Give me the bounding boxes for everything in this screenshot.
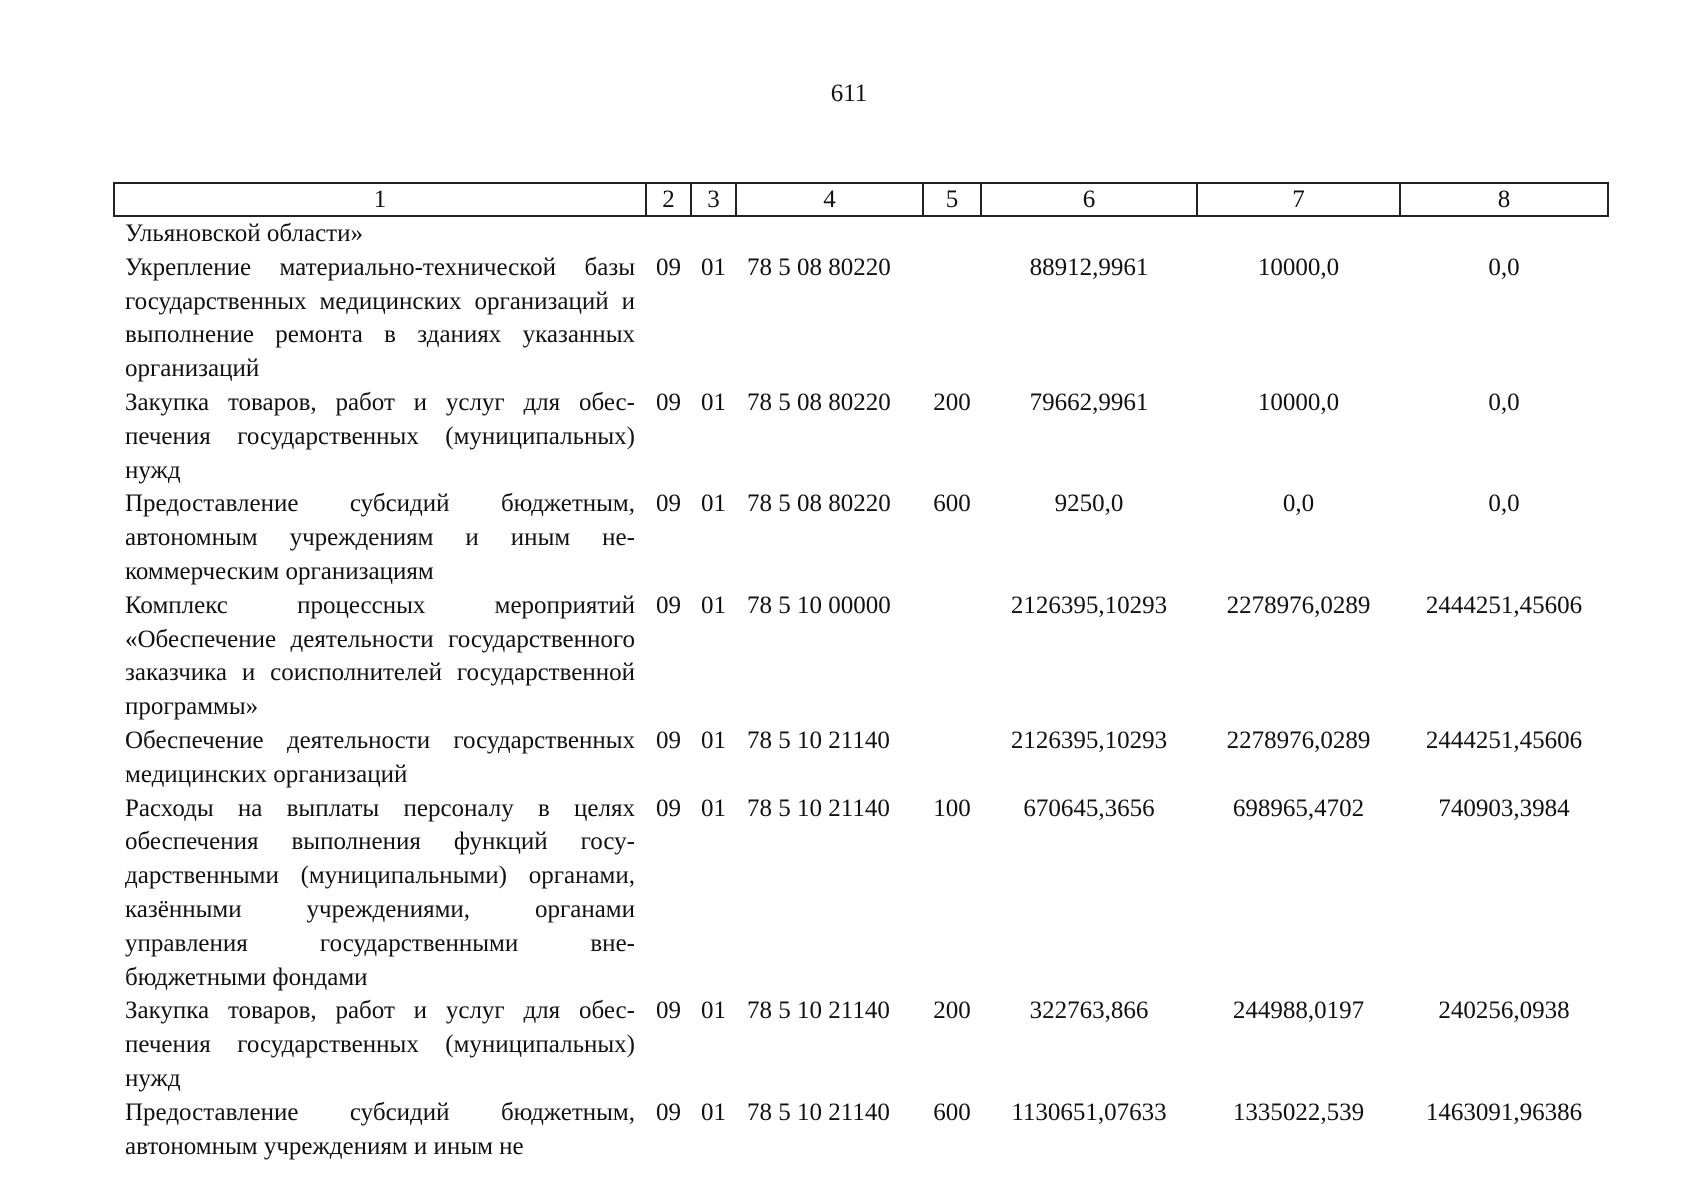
- row-amount-col7: 244988,0197: [1232, 997, 1365, 1025]
- row-target-code: 78 5 08 80220: [747, 253, 891, 281]
- row-description: Предоставление субсидий бюджетным, автономным учреждениям и иным некоммерческим организациям: [125, 490, 635, 585]
- table-row: [114, 994, 1608, 1095]
- row-section: 09: [656, 726, 681, 754]
- column-header: 2: [646, 183, 691, 216]
- row-subsection: [691, 216, 736, 251]
- row-section: [646, 216, 691, 251]
- row-description: Закупка товаров, работ и услуг для обеспечения государственных (муниципальных) нужд: [125, 997, 635, 1092]
- row-description: Укрепление материально-технической базы государственных медицинских организаций и выполнение ремонта в зданиях указанных организаций: [125, 253, 635, 383]
- table-row: [114, 216, 1608, 251]
- row-amount-col7: 10000,0: [1257, 253, 1340, 281]
- column-header: 8: [1400, 183, 1608, 216]
- row-section: 09: [656, 490, 681, 518]
- row-subsection: 01: [701, 1098, 726, 1126]
- column-header: 4: [736, 183, 923, 216]
- row-description: Предоставление субсидий бюджетным, автономным учреждениям и иным не: [125, 1098, 635, 1160]
- table-row: [114, 251, 1608, 386]
- row-amount-col7: 698965,4702: [1232, 794, 1365, 822]
- row-subsection: 01: [701, 591, 726, 619]
- row-amount-col8: 740903,3984: [1438, 794, 1570, 822]
- row-amount-col6: [981, 216, 1197, 251]
- column-header: 1: [114, 183, 646, 216]
- row-description: Комплекс процессных мероприятий «Обеспечение деятельности государственного заказчика и соисполнителей государственной программы»: [125, 591, 635, 721]
- row-amount-col8: 1463091,96386: [1425, 1098, 1583, 1126]
- row-amount-col8: 2444251,45606: [1425, 726, 1583, 754]
- row-description: Обеспечение деятельности государственных медицинских организаций: [125, 726, 635, 788]
- row-expense-type: 200: [933, 388, 971, 416]
- row-amount-col6: 2126395,10293: [1010, 726, 1168, 754]
- row-amount-col8: 0,0: [1488, 490, 1520, 518]
- row-amount-col8: 0,0: [1488, 253, 1520, 281]
- row-amount-col6: 88912,9961: [1029, 253, 1149, 281]
- row-target-code: 78 5 10 21140: [747, 726, 890, 754]
- row-amount-col8: 0,0: [1488, 388, 1520, 416]
- column-header: 5: [923, 183, 981, 216]
- table-row: [114, 487, 1608, 588]
- row-target-code: 78 5 10 21140: [747, 997, 890, 1025]
- row-subsection: 01: [701, 253, 726, 281]
- row-expense-type: [923, 724, 981, 792]
- row-amount-col6: 9250,0: [1054, 490, 1124, 518]
- budget-table: [113, 182, 1609, 1163]
- row-target-code: 78 5 10 21140: [747, 794, 890, 822]
- table-body: [114, 216, 1608, 1163]
- row-amount-col7: [1197, 216, 1400, 251]
- row-target-code: 78 5 08 80220: [747, 388, 891, 416]
- row-subsection: 01: [701, 726, 726, 754]
- table-row: [114, 386, 1608, 487]
- row-amount-col6: 1130651,07633: [1011, 1098, 1167, 1126]
- row-expense-type: 600: [933, 490, 971, 518]
- row-description: Закупка товаров, работ и услуг для обеспечения государственных (муниципальных) нужд: [125, 388, 635, 484]
- row-expense-type: [923, 216, 981, 251]
- row-section: 09: [656, 388, 681, 416]
- row-section: 09: [656, 253, 681, 281]
- row-amount-col7: 1335022,539: [1232, 1098, 1365, 1126]
- row-expense-type: [923, 251, 981, 386]
- row-amount-col8: 240256,0938: [1438, 997, 1570, 1025]
- row-expense-type: [923, 589, 981, 724]
- row-amount-col6: 670645,3656: [1023, 794, 1155, 822]
- row-amount-col6: 2126395,10293: [1010, 591, 1168, 619]
- page-number: 611: [830, 80, 868, 107]
- row-subsection: 01: [701, 388, 726, 416]
- row-target-code: [736, 216, 923, 251]
- table-row: [114, 589, 1608, 724]
- row-amount-col7: 2278976,0289: [1226, 726, 1371, 754]
- row-section: 09: [656, 591, 681, 619]
- row-amount-col7: 10000,0: [1257, 388, 1340, 416]
- table-row: [114, 792, 1608, 995]
- column-header: 6: [981, 183, 1197, 216]
- row-description: Расходы на выплаты персоналу в целях обеспечения выполнения функций государственными (муниципальными) органами, казёнными учреждениями, органами управления государственными внебюджетными фондами: [125, 794, 635, 991]
- row-target-code: 78 5 10 21140: [747, 1098, 890, 1126]
- row-amount-col7: 2278976,0289: [1226, 591, 1371, 619]
- column-header: 7: [1197, 183, 1400, 216]
- row-target-code: 78 5 10 00000: [747, 591, 891, 619]
- row-target-code: 78 5 08 80220: [747, 490, 891, 518]
- row-amount-col7: 0,0: [1282, 490, 1315, 518]
- row-amount-col8: [1400, 216, 1608, 251]
- row-amount-col6: 79662,9961: [1029, 388, 1149, 416]
- row-amount-col8: 2444251,45606: [1425, 591, 1583, 619]
- row-section: 09: [656, 794, 681, 822]
- row-section: 09: [656, 997, 681, 1025]
- row-subsection: 01: [701, 490, 726, 518]
- row-expense-type: 200: [933, 997, 971, 1025]
- row-expense-type: 100: [933, 794, 971, 822]
- table-row: [114, 1096, 1608, 1164]
- table-row: [114, 724, 1608, 792]
- row-amount-col6: 322763,866: [1029, 997, 1149, 1025]
- row-subsection: 01: [701, 794, 726, 822]
- row-expense-type: 600: [933, 1098, 971, 1126]
- row-description: Ульяновской области»: [125, 220, 363, 247]
- row-subsection: 01: [701, 997, 726, 1025]
- column-header: 3: [691, 183, 736, 216]
- header-row: [114, 183, 1608, 216]
- row-section: 09: [656, 1098, 681, 1126]
